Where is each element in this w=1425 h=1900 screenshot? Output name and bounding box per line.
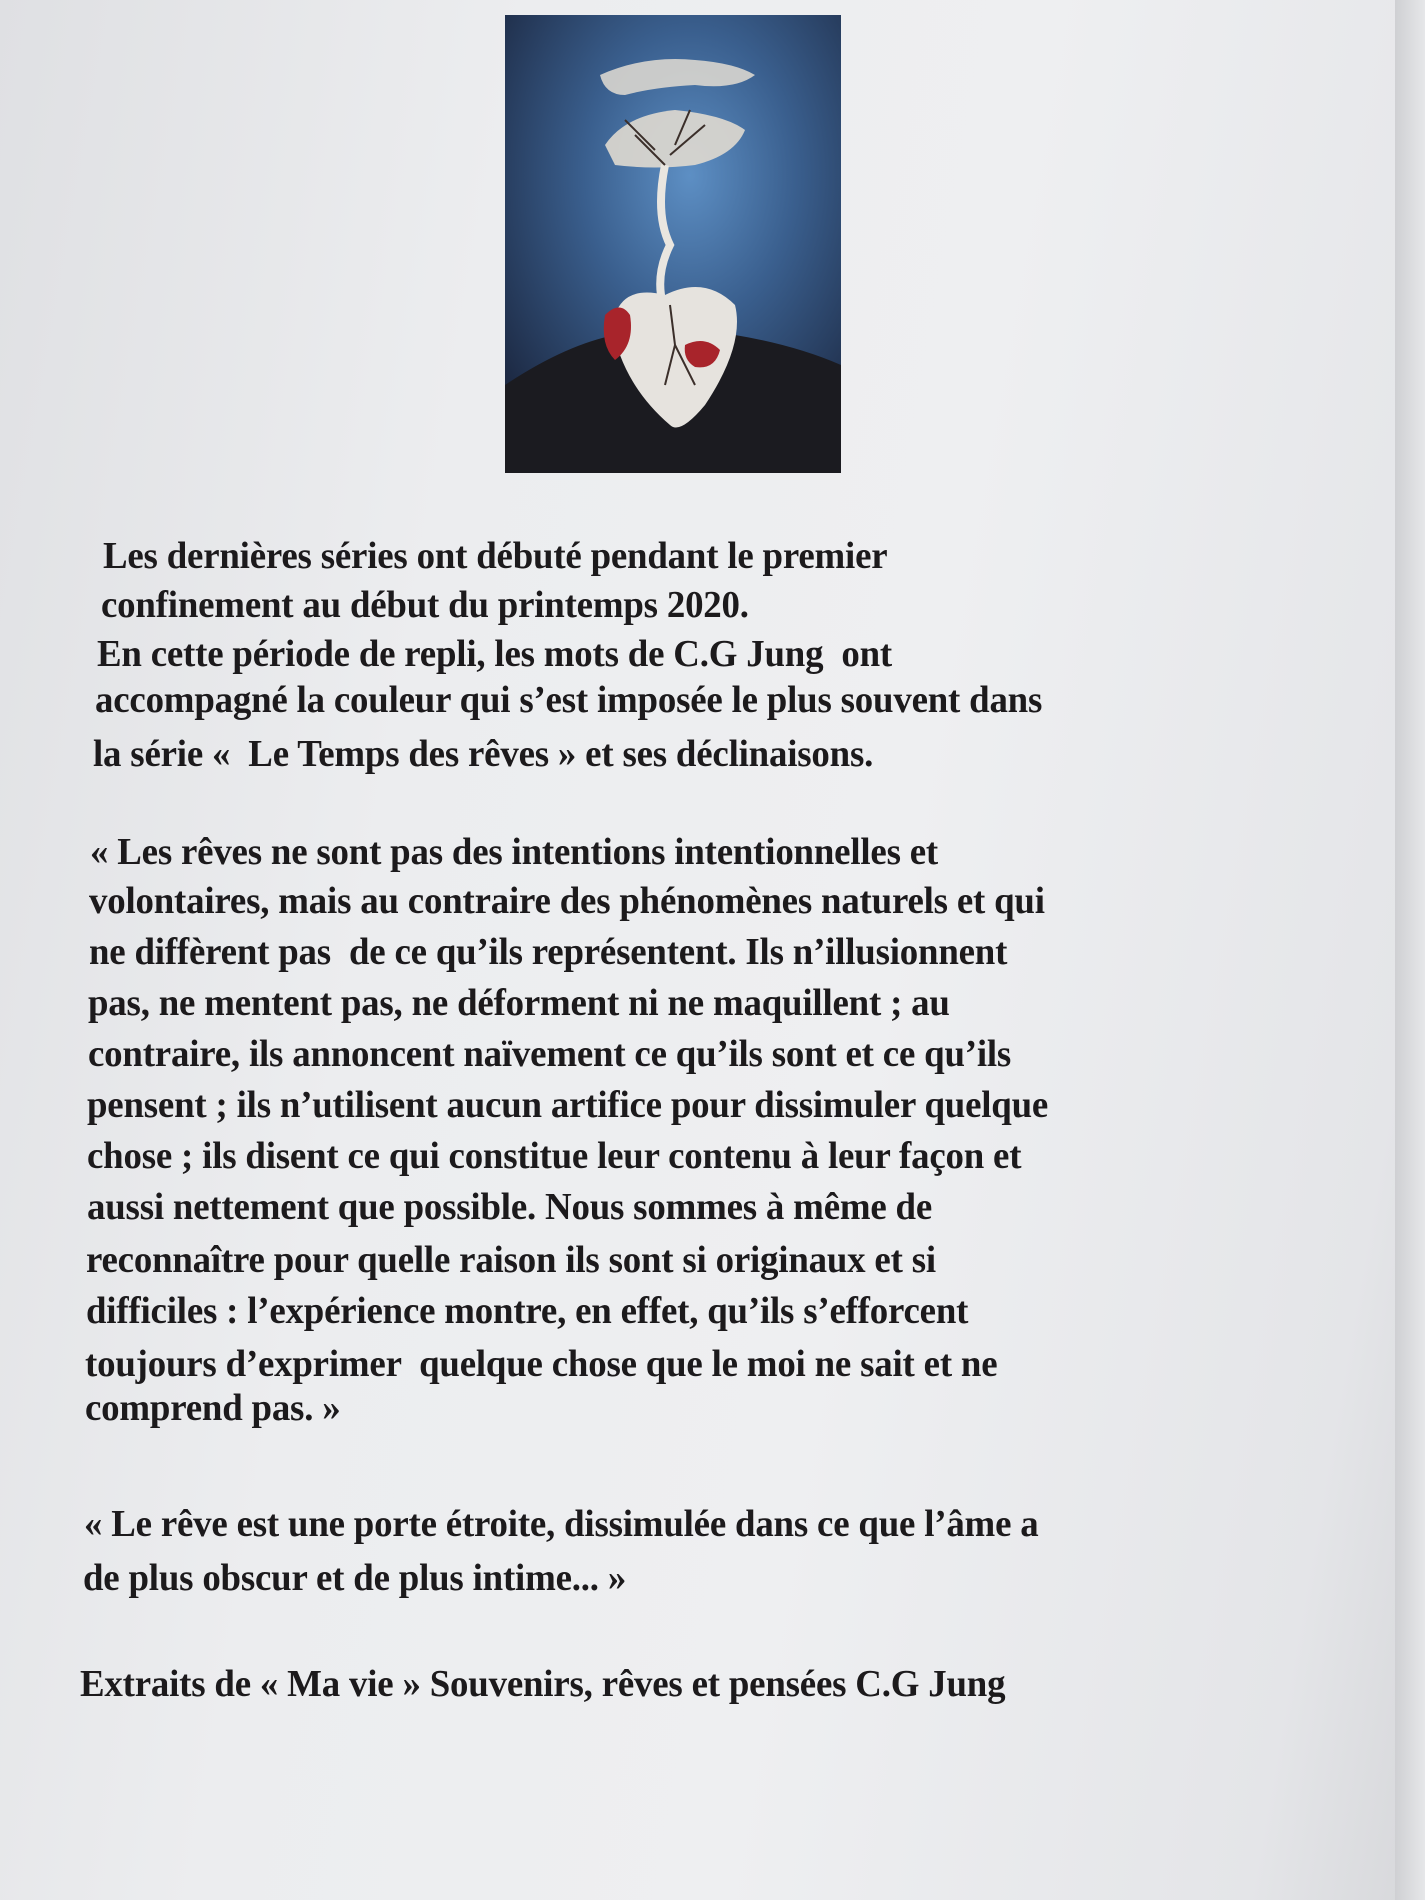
text-line: toujours d’exprimer quelque chose que le moi ne sait et ne	[85, 1343, 998, 1385]
text-line: ne diffèrent pas de ce qu’ils représentent. Ils n’illusionnent	[89, 931, 1008, 973]
text-line: accompagné la couleur qui s’est imposée le plus souvent dans	[95, 679, 1043, 721]
text-line: la série « Le Temps des rêves » et ses déclinaisons.	[93, 733, 874, 775]
text-line: Les dernières séries ont débuté pendant le premier	[103, 535, 888, 577]
text-line: comprend pas. »	[85, 1387, 341, 1429]
text-line: « Le rêve est une porte étroite, dissimulée dans ce que l’âme a	[84, 1503, 1039, 1545]
text-line: confinement au début du printemps 2020.	[101, 584, 749, 626]
text-line: pas, ne mentent pas, ne déforment ni ne maquillent ; au	[88, 982, 950, 1024]
paper-edge	[1395, 0, 1425, 1900]
text-line: contraire, ils annoncent naïvement ce qu’ils sont et ce qu’ils	[88, 1033, 1012, 1075]
painting-heart-tree-icon	[505, 15, 841, 473]
text-line: volontaires, mais au contraire des phénomènes naturels et qui	[89, 880, 1045, 922]
text-line: « Les rêves ne sont pas des intentions intentionnelles et	[90, 831, 939, 873]
text-line: reconnaître pour quelle raison ils sont si originaux et si	[86, 1239, 936, 1281]
source-citation: Extraits de « Ma vie » Souvenirs, rêves et pensées C.G Jung	[80, 1663, 1006, 1705]
text-line: chose ; ils disent ce qui constitue leur contenu à leur façon et	[87, 1135, 1022, 1177]
text-line: En cette période de repli, les mots de C.G Jung ont	[97, 633, 892, 675]
text-line: de plus obscur et de plus intime... »	[83, 1557, 627, 1599]
text-line: aussi nettement que possible. Nous sommes à même de	[87, 1186, 933, 1228]
text-line: pensent ; ils n’utilisent aucun artifice pour dissimuler quelque	[87, 1084, 1049, 1126]
text-line: difficiles : l’expérience montre, en effet, qu’ils s’efforcent	[86, 1290, 969, 1332]
